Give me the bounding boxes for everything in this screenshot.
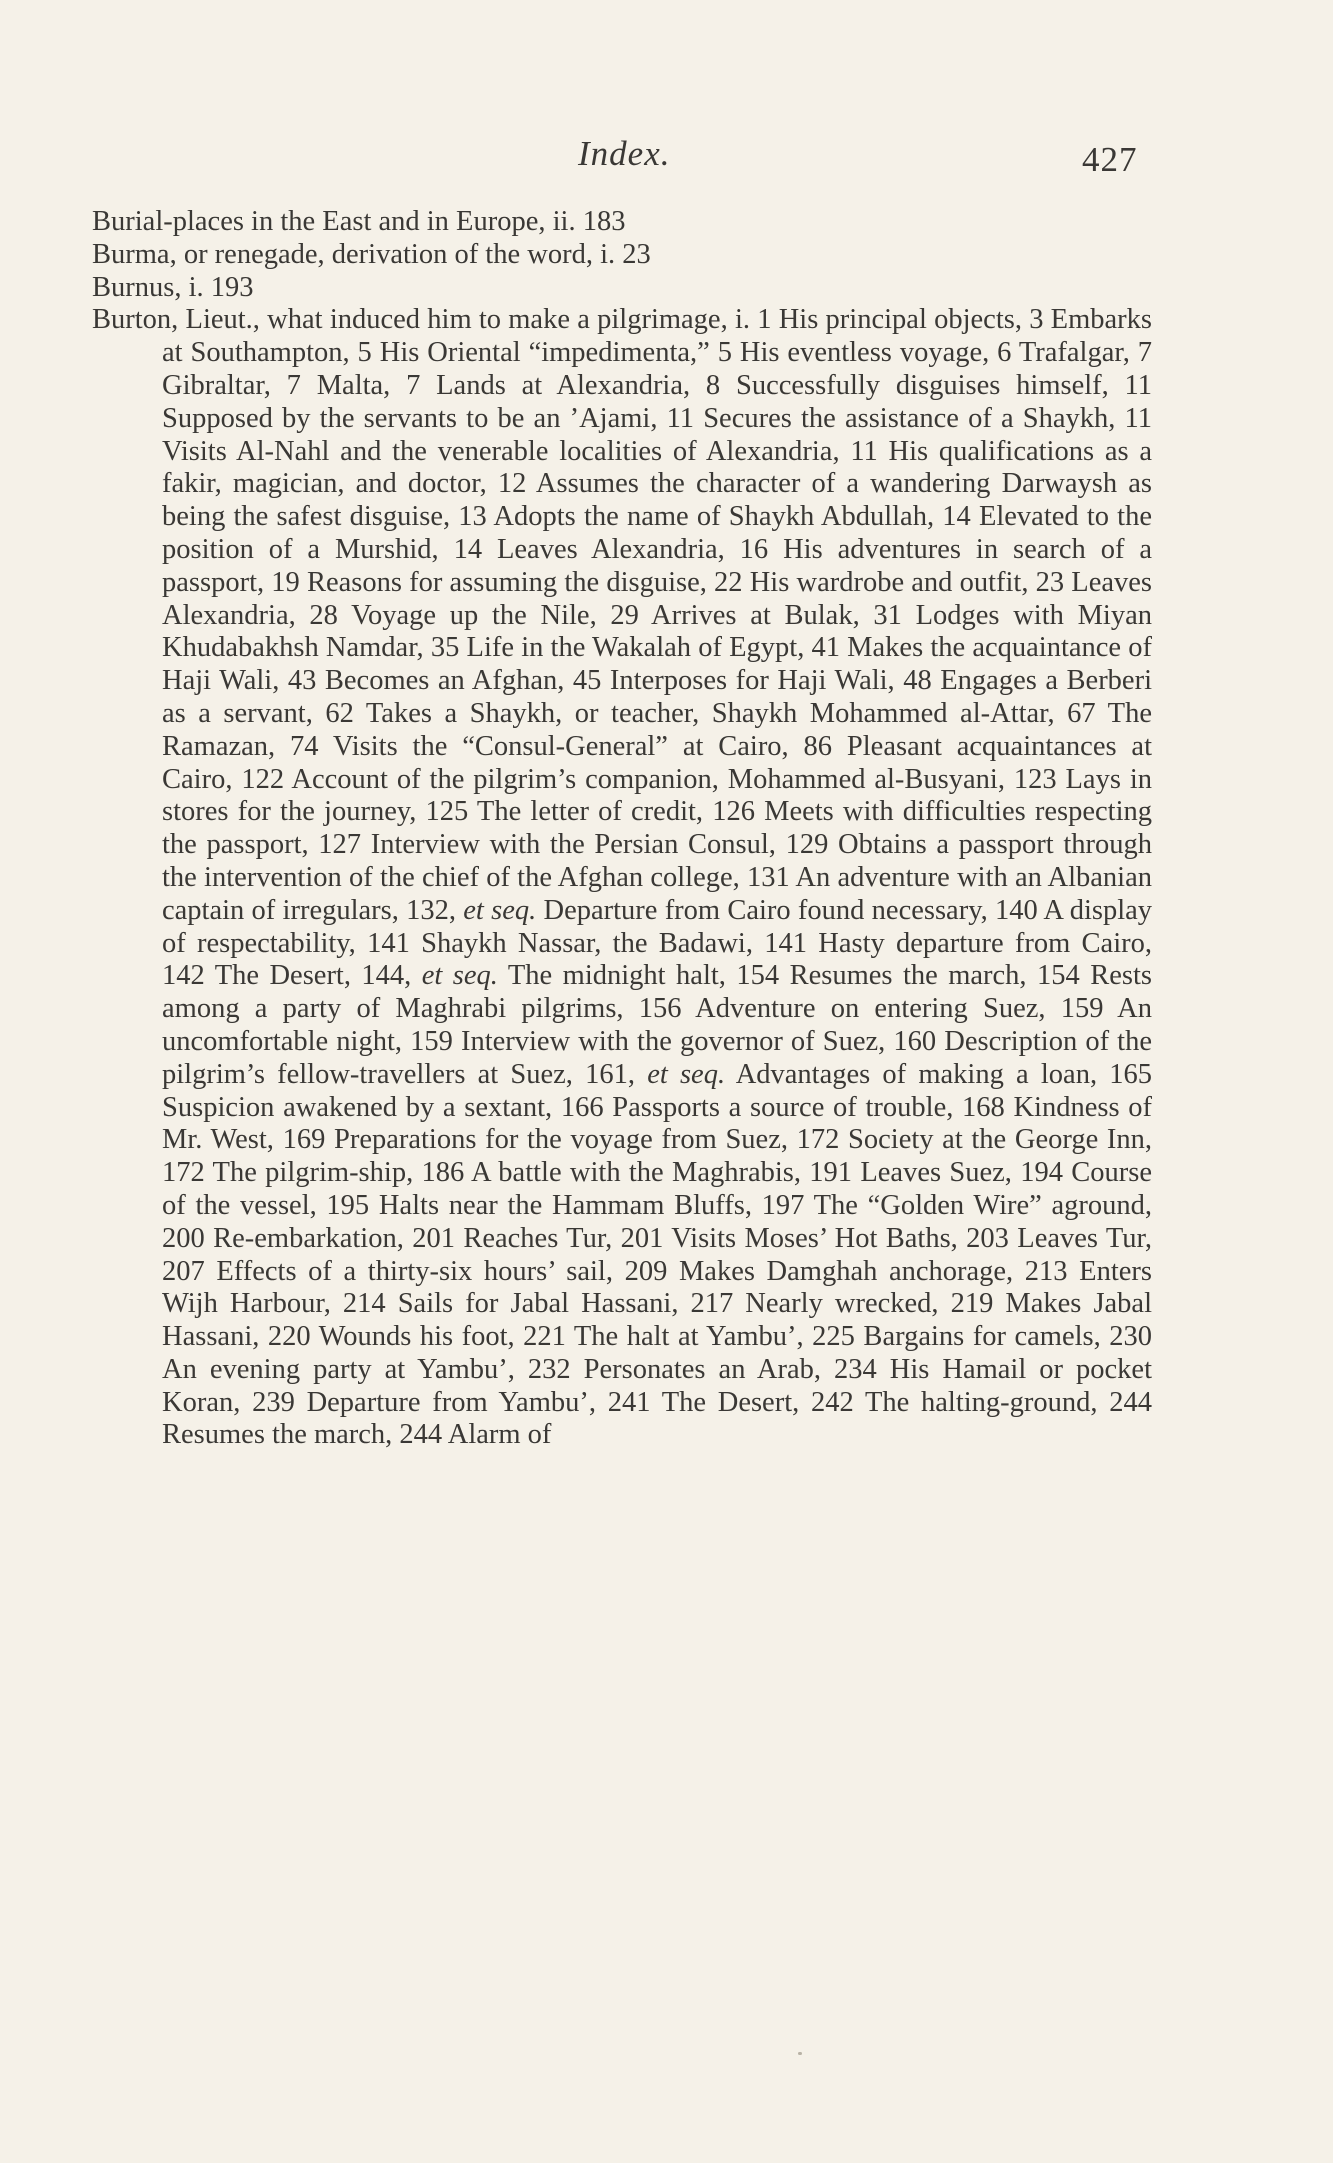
entry-text: Departure from Cairo found necessary, 140 A display of respectability, 141 Shaykh Nassar, the Badawi, 141 Hasty departure from Cairo, 142 The Desert, 144, [162, 894, 1153, 992]
entry-text: The midnight halt, 154 Resumes the march, 154 Rests among a party of Maghrabi pilgrims, 156 Adventure on entering Suez, 159 An uncomfortable night, 159 Interview with the governor of Suez, 160 Description of the pilgrim’s fellow-travellers at Suez, 161, [162, 960, 1152, 1090]
paper-speck [798, 2052, 802, 2055]
index-entry-burnus: Burnus, i. 193 [92, 271, 254, 303]
et-seq-reference: et seq. [421, 960, 498, 992]
index-entry-burial-places: Burial-places in the East and in Europe, ii. 183 [92, 206, 626, 237]
et-seq-reference: et seq. [647, 1058, 726, 1090]
index-entry-burton [92, 304, 1152, 1452]
et-seq-reference: et seq. [463, 894, 537, 926]
page-number: 427 [1082, 140, 1138, 179]
entry-text: Burton, Lieut., what induced him to make a pilgrimage, i. 1 His principal objects, 3 Embarks at Southampton, 5 His Oriental “impedimenta,” 5 His eventless voyage, 6 Trafalgar, 7 Gibraltar, 7 Malta, 7 Lands at Alexandria, 8 Successfully disguises himself, 11 Supposed by the servants to be an ’Ajami, 11 Secures the assistance of a Shaykh, 11 Visits Al-Nahl and the venerable localities of Alexandria, 11 His qualifications as a fakir, magician, and doctor, 12 Assumes the character of a wandering Darwaysh as being the safest disguise, 13 Adopts the name of Shaykh Abdullah, 14 Elevated to the position of a Murshid, 14 Leaves Alexandria, 16 His adventures in search of a passport, 19 Reasons for assuming the disguise, 22 His wardrobe and outfit, 23 Leaves Alexandria, 28 Voyage up the Nile, 29 Arrives at Bulak, 31 Lodges with Miyan Khudabakhsh Namdar, 35 Life in the Wakalah of Egypt, 41 Makes the acquaintance of Haji Wali, 43 Becomes an Afghan, 45 Interposes for Haji Wali, 48 Engages a Berberi as a servant, 62 Takes a Shaykh, or teacher, Shaykh Mohammed al-Attar, 67 The Ramazan, 74 Visits the “Consul-General” at Cairo, 86 Pleasant acquaintances at Cairo, 122 Account of the pilgrim’s companion, Mohammed al-Busyani, 123 Lays in stores for the journey, 125 The letter of credit, 126 Meets with difficulties respecting the passport, 127 Interview with the Persian Consul, 129 Obtains a passport through the intervention of the chief of the Afghan college, 131 An adventure with an Albanian captain of irregulars, 132, [92, 304, 1152, 926]
index-body [92, 206, 1152, 1452]
index-entry-burma: Burma, or renegade, derivation of the word, i. 23 [92, 238, 651, 270]
page-header [0, 128, 1333, 178]
running-title: Index. [578, 134, 671, 173]
entry-text: Advantages of making a loan, 165 Suspicion awakened by a sextant, 166 Passports a source of trouble, 168 Kindness of Mr. West, 169 Preparations for the voyage from Suez, 172 Society at the George Inn, 172 The pilgrim-ship, 186 A battle with the Maghrabis, 191 Leaves Suez, 194 Course of the vessel, 195 Halts near the Hammam Bluffs, 197 The “Golden Wire” aground, 200 Re-embarkation, 201 Reaches Tur, 201 Visits Moses’ Hot Baths, 203 Leaves Tur, 207 Effects of a thirty-six hours’ sail, 209 Makes Damghah anchorage, 213 Enters Wijh Harbour, 214 Sails for Jabal Hassani, 217 Nearly wrecked, 219 Makes Jabal Hassani, 220 Wounds his foot, 221 The halt at Yambu’, 225 Bargains for camels, 230 An evening party at Yambu’, 232 Personates an Arab, 234 His Hamail or pocket Koran, 239 Departure from Yambu’, 241 The Desert, 242 The halting-ground, 244 Resumes the march, 244 Alarm of [162, 1058, 1153, 1451]
